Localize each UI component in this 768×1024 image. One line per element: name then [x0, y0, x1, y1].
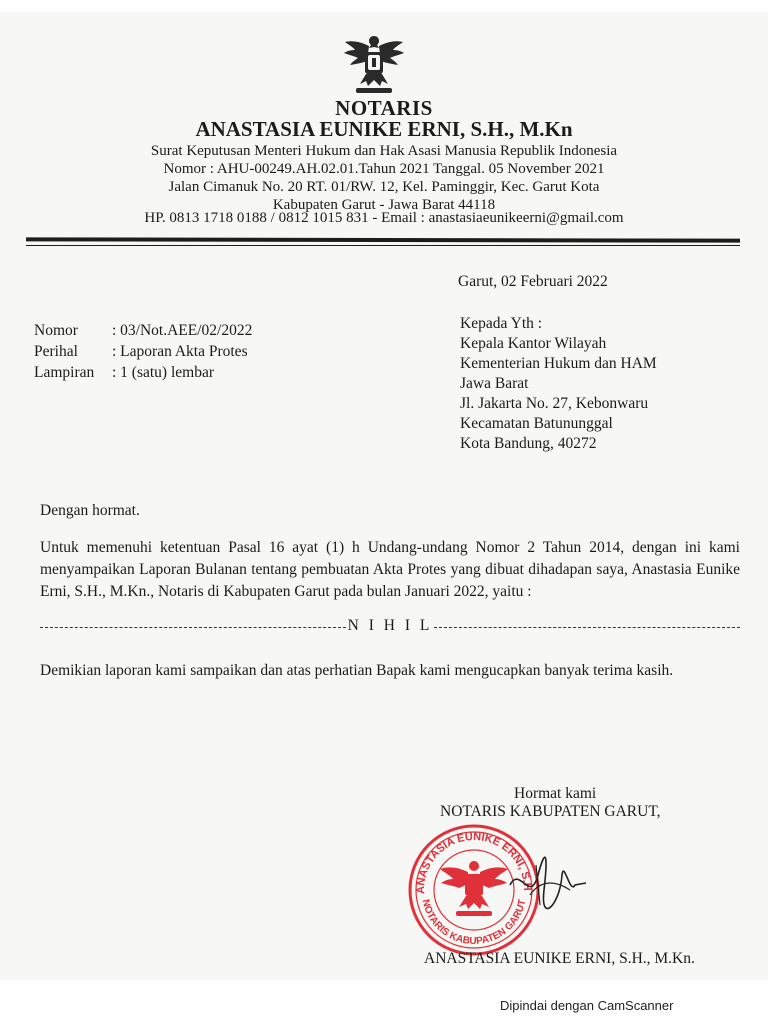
letterhead-title: NOTARIS	[335, 96, 433, 120]
nihil-line	[40, 617, 740, 635]
letterhead-line-4: Kabupaten Garut - Jawa Barat 44118	[272, 197, 496, 213]
letterhead-contact: HP. 0813 1718 0188 / 0812 1015 831 - Email : anastasiaeunikeerni@gmail.com	[144, 210, 624, 226]
perihal-value: : Laporan Akta Protes	[112, 343, 248, 360]
regards: Hormat kami	[514, 785, 597, 802]
header-rule-thin	[26, 245, 740, 246]
recipient-line-7: Kota Bandung, 40272	[460, 435, 597, 452]
scanner-watermark: Dipindai dengan CamScanner	[500, 998, 674, 1013]
recipient-line-5: Jl. Jakarta No. 27, Kebonwaru	[460, 395, 649, 412]
signatory-name: ANASTASIA EUNIKE ERNI, S.H., M.Kn.	[424, 950, 695, 967]
closing-paragraph: Demikian laporan kami sampaikan dan atas perhatian Bapak kami mengucapkan banyak terima kasih.	[40, 662, 674, 679]
notary-name: ANASTASIA EUNIKE ERNI, S.H., M.Kn	[195, 117, 573, 141]
perihal-label: Perihal	[34, 343, 78, 360]
nomor-label: Nomor	[34, 322, 78, 339]
recipient-line-2: Kepala Kantor Wilayah	[460, 335, 607, 352]
signatory-title: NOTARIS KABUPATEN GARUT,	[440, 803, 661, 820]
dash-right	[434, 627, 740, 628]
lampiran-value: : 1 (satu) lembar	[112, 364, 215, 381]
recipient-line-6: Kecamatan Batununggal	[460, 415, 613, 432]
letterhead-line-1: Surat Keputusan Menteri Hukum dan Hak Asasi Manusia Republik Indonesia	[150, 143, 618, 159]
body-paragraph: Untuk memenuhi ketentuan Pasal 16 ayat (1) h Undang-undang Nomor 2 Tahun 2014, dengan ini kami menyampaikan Laporan Bulanan tentang pembuatan Akta Protes yang dibuat dihadapan saya, Anastasia Eunike Erni, S.H., M.Kn., Notaris di Kabupaten Garut pada bulan Januari 2022, yaitu :	[40, 539, 740, 600]
recipient-line-3: Kementerian Hukum dan HAM	[460, 355, 657, 372]
recipient-line-1: Kepada Yth :	[460, 315, 543, 332]
svg-text:NOTARIS KABUPATEN GARUT: NOTARIS KABUPATEN GARUT	[419, 898, 529, 948]
svg-text:ANASTASIA EUNIKE ERNI, S.H.: ANASTASIA EUNIKE ERNI, S.H	[414, 830, 534, 894]
recipient-line-4: Jawa Barat	[460, 375, 529, 392]
lampiran-label: Lampiran	[34, 364, 95, 381]
handwritten-signature	[500, 845, 590, 915]
letterhead-line-3: Jalan Cimanuk No. 20 RT. 01/RW. 12, Kel. Paminggir, Kec. Garut Kota	[168, 179, 600, 195]
greeting: Dengan hormat.	[40, 502, 140, 519]
letterhead-line-2: Nomor : AHU-00249.AH.02.01.Tahun 2021 Tanggal. 05 November 2021	[163, 161, 605, 177]
dash-left	[40, 627, 346, 628]
nomor-value: : 03/Not.AEE/02/2022	[112, 322, 253, 339]
letter-date: Garut, 02 Februari 2022	[458, 273, 608, 290]
nihil-text: N I H I L	[347, 617, 433, 634]
garuda-emblem-icon	[340, 30, 408, 100]
